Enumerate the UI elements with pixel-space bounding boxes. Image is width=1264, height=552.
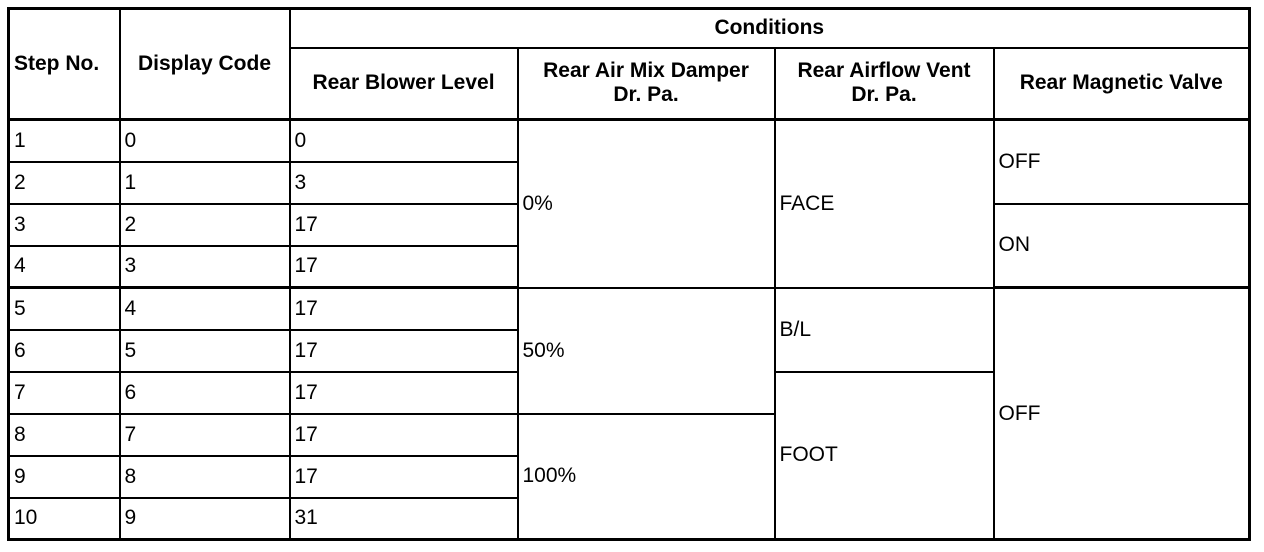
- cell-airflow-vent: FOOT: [775, 372, 994, 540]
- header-rear-air-mix-damper: [518, 48, 775, 120]
- table-row: [9, 288, 1250, 330]
- header-rear-air-mix-line2: Dr. Pa.: [613, 83, 679, 107]
- cell-blower-level: 17: [290, 414, 518, 456]
- header-rear-airflow-vent: [775, 48, 994, 120]
- cell-display-code: 9: [120, 498, 290, 540]
- table-row: [9, 120, 1250, 162]
- cell-blower-level: 17: [290, 372, 518, 414]
- cell-airflow-vent: FACE: [775, 120, 994, 288]
- cell-step: 8: [9, 414, 120, 456]
- cell-display-code: 5: [120, 330, 290, 372]
- cell-magnetic-valve: OFF: [994, 288, 1250, 540]
- cell-blower-level: 17: [290, 330, 518, 372]
- cell-magnetic-valve: OFF: [994, 120, 1250, 204]
- cell-air-mix: 0%: [518, 120, 775, 288]
- conditions-table: [7, 7, 1251, 541]
- cell-display-code: 7: [120, 414, 290, 456]
- cell-display-code: 2: [120, 204, 290, 246]
- cell-blower-level: 17: [290, 288, 518, 330]
- cell-step: 10: [9, 498, 120, 540]
- cell-blower-level: 3: [290, 162, 518, 204]
- header-rear-airflow-line2: Dr. Pa.: [851, 83, 917, 107]
- header-step-no: Step No.: [9, 9, 120, 120]
- cell-step: 3: [9, 204, 120, 246]
- cell-step: 2: [9, 162, 120, 204]
- cell-air-mix: 100%: [518, 414, 775, 540]
- header-rear-air-mix-line1: Rear Air Mix Damper: [543, 59, 749, 83]
- cell-step: 4: [9, 246, 120, 288]
- cell-blower-level: 17: [290, 456, 518, 498]
- header-row-1: [9, 9, 1250, 48]
- cell-display-code: 0: [120, 120, 290, 162]
- cell-air-mix: 50%: [518, 288, 775, 414]
- header-conditions: Conditions: [290, 9, 1250, 48]
- cell-step: 9: [9, 456, 120, 498]
- cell-step: 1: [9, 120, 120, 162]
- cell-display-code: 4: [120, 288, 290, 330]
- cell-blower-level: 17: [290, 204, 518, 246]
- cell-display-code: 6: [120, 372, 290, 414]
- header-rear-airflow-line1: Rear Airflow Vent: [797, 59, 971, 83]
- cell-display-code: 1: [120, 162, 290, 204]
- cell-blower-level: 17: [290, 246, 518, 288]
- header-rear-magnetic-valve: Rear Magnetic Valve: [994, 48, 1250, 120]
- cell-magnetic-valve: ON: [994, 204, 1250, 288]
- header-rear-blower-level: Rear Blower Level: [290, 48, 518, 120]
- cell-display-code: 3: [120, 246, 290, 288]
- cell-blower-level: 31: [290, 498, 518, 540]
- cell-step: 7: [9, 372, 120, 414]
- cell-step: 6: [9, 330, 120, 372]
- cell-display-code: 8: [120, 456, 290, 498]
- cell-blower-level: 0: [290, 120, 518, 162]
- cell-airflow-vent: B/L: [775, 288, 994, 372]
- header-display-code: Display Code: [120, 9, 290, 120]
- cell-step: 5: [9, 288, 120, 330]
